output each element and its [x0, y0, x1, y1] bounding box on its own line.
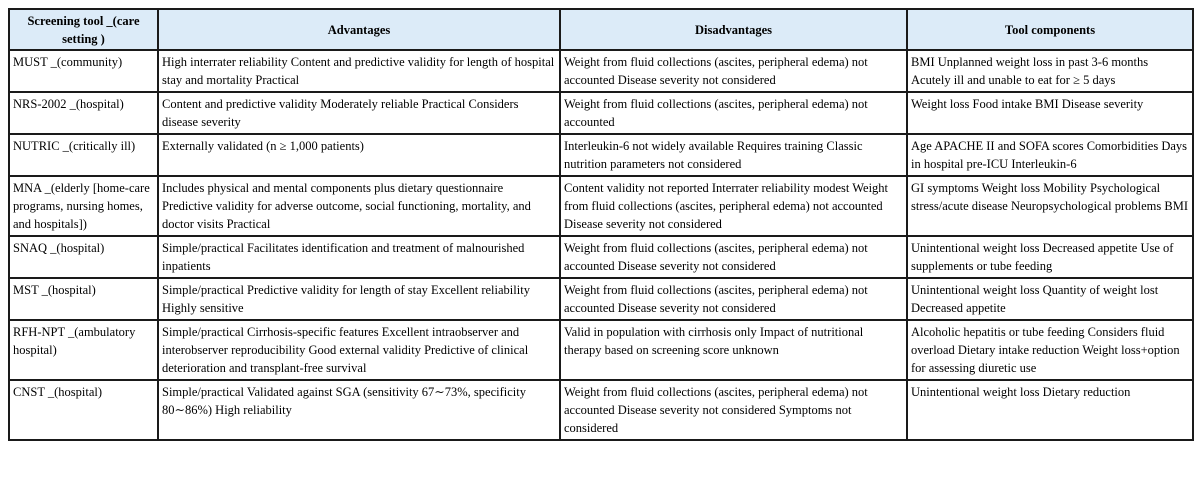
table-row: [9, 92, 1193, 134]
cell-components: Weight loss Food intake BMI Disease severity: [907, 92, 1193, 134]
cell-tool: CNST _(hospital): [9, 380, 158, 440]
cell-components: Unintentional weight loss Dietary reduction: [907, 380, 1193, 440]
table-row: [9, 134, 1193, 176]
table-row: [9, 176, 1193, 236]
cell-advantages: High interrater reliability Content and predictive validity for length of hospital stay and mortality Practical: [158, 50, 560, 92]
cell-tool: SNAQ _(hospital): [9, 236, 158, 278]
cell-disadvantages: Weight from fluid collections (ascites, peripheral edema) not accounted Disease severity not considered: [560, 278, 907, 320]
cell-disadvantages: Weight from fluid collections (ascites, peripheral edema) not accounted Disease severity not considered: [560, 50, 907, 92]
cell-components: BMI Unplanned weight loss in past 3-6 months Acutely ill and unable to eat for ≥ 5 days: [907, 50, 1193, 92]
header-advantages: Advantages: [158, 9, 560, 50]
cell-disadvantages: Interleukin-6 not widely available Requires training Classic nutrition parameters not considered: [560, 134, 907, 176]
cell-tool: MUST _(community): [9, 50, 158, 92]
cell-advantages: Simple/practical Validated against SGA (sensitivity 67∼73%, specificity 80∼86%) High reliability: [158, 380, 560, 440]
cell-tool: NRS-2002 _(hospital): [9, 92, 158, 134]
cell-disadvantages: Weight from fluid collections (ascites, peripheral edema) not accounted Disease severity not considered: [560, 236, 907, 278]
cell-disadvantages: Valid in population with cirrhosis only Impact of nutritional therapy based on screening score unknown: [560, 320, 907, 380]
cell-disadvantages: Weight from fluid collections (ascites, peripheral edema) not accounted Disease severity not considered Symptoms not considered: [560, 380, 907, 440]
cell-tool: MST _(hospital): [9, 278, 158, 320]
cell-components: Unintentional weight loss Decreased appetite Use of supplements or tube feeding: [907, 236, 1193, 278]
cell-components: Alcoholic hepatitis or tube feeding Considers fluid overload Dietary intake reduction Weight loss+option for assessing diuretic use: [907, 320, 1193, 380]
screening-tools-table-container: [8, 8, 1192, 441]
table-row: [9, 278, 1193, 320]
cell-advantages: Externally validated (n ≥ 1,000 patients): [158, 134, 560, 176]
table-row: [9, 320, 1193, 380]
header-screening-tool: Screening tool _(care setting ): [9, 9, 158, 50]
cell-components: Age APACHE II and SOFA scores Comorbidities Days in hospital pre-ICU Interleukin-6: [907, 134, 1193, 176]
cell-tool: MNA _(elderly [home-care programs, nursing homes, and hospitals]): [9, 176, 158, 236]
cell-advantages: Includes physical and mental components plus dietary questionnaire Predictive validity for adverse outcome, social functioning, mortality, and doctor visits Practical: [158, 176, 560, 236]
cell-components: GI symptoms Weight loss Mobility Psychological stress/acute disease Neuropsychological problems BMI: [907, 176, 1193, 236]
table-header-row: [9, 9, 1193, 50]
header-tool-components: Tool components: [907, 9, 1193, 50]
cell-tool: RFH-NPT _(ambulatory hospital): [9, 320, 158, 380]
table-row: [9, 236, 1193, 278]
screening-tools-table: [8, 8, 1194, 441]
cell-disadvantages: Content validity not reported Interrater reliability modest Weight from fluid collections (ascites, peripheral edema) not accounted Disease severity not considered: [560, 176, 907, 236]
cell-advantages: Content and predictive validity Moderately reliable Practical Considers disease severity: [158, 92, 560, 134]
cell-advantages: Simple/practical Cirrhosis-specific features Excellent intraobserver and interobserver reproducibility Good external validity Predictive of clinical deterioration and transplant-free survival: [158, 320, 560, 380]
cell-components: Unintentional weight loss Quantity of weight lost Decreased appetite: [907, 278, 1193, 320]
table-row: [9, 50, 1193, 92]
header-disadvantages: Disadvantages: [560, 9, 907, 50]
cell-tool: NUTRIC _(critically ill): [9, 134, 158, 176]
table-row: [9, 380, 1193, 440]
cell-disadvantages: Weight from fluid collections (ascites, peripheral edema) not accounted: [560, 92, 907, 134]
cell-advantages: Simple/practical Predictive validity for length of stay Excellent reliability Highly sensitive: [158, 278, 560, 320]
cell-advantages: Simple/practical Facilitates identification and treatment of malnourished inpatients: [158, 236, 560, 278]
